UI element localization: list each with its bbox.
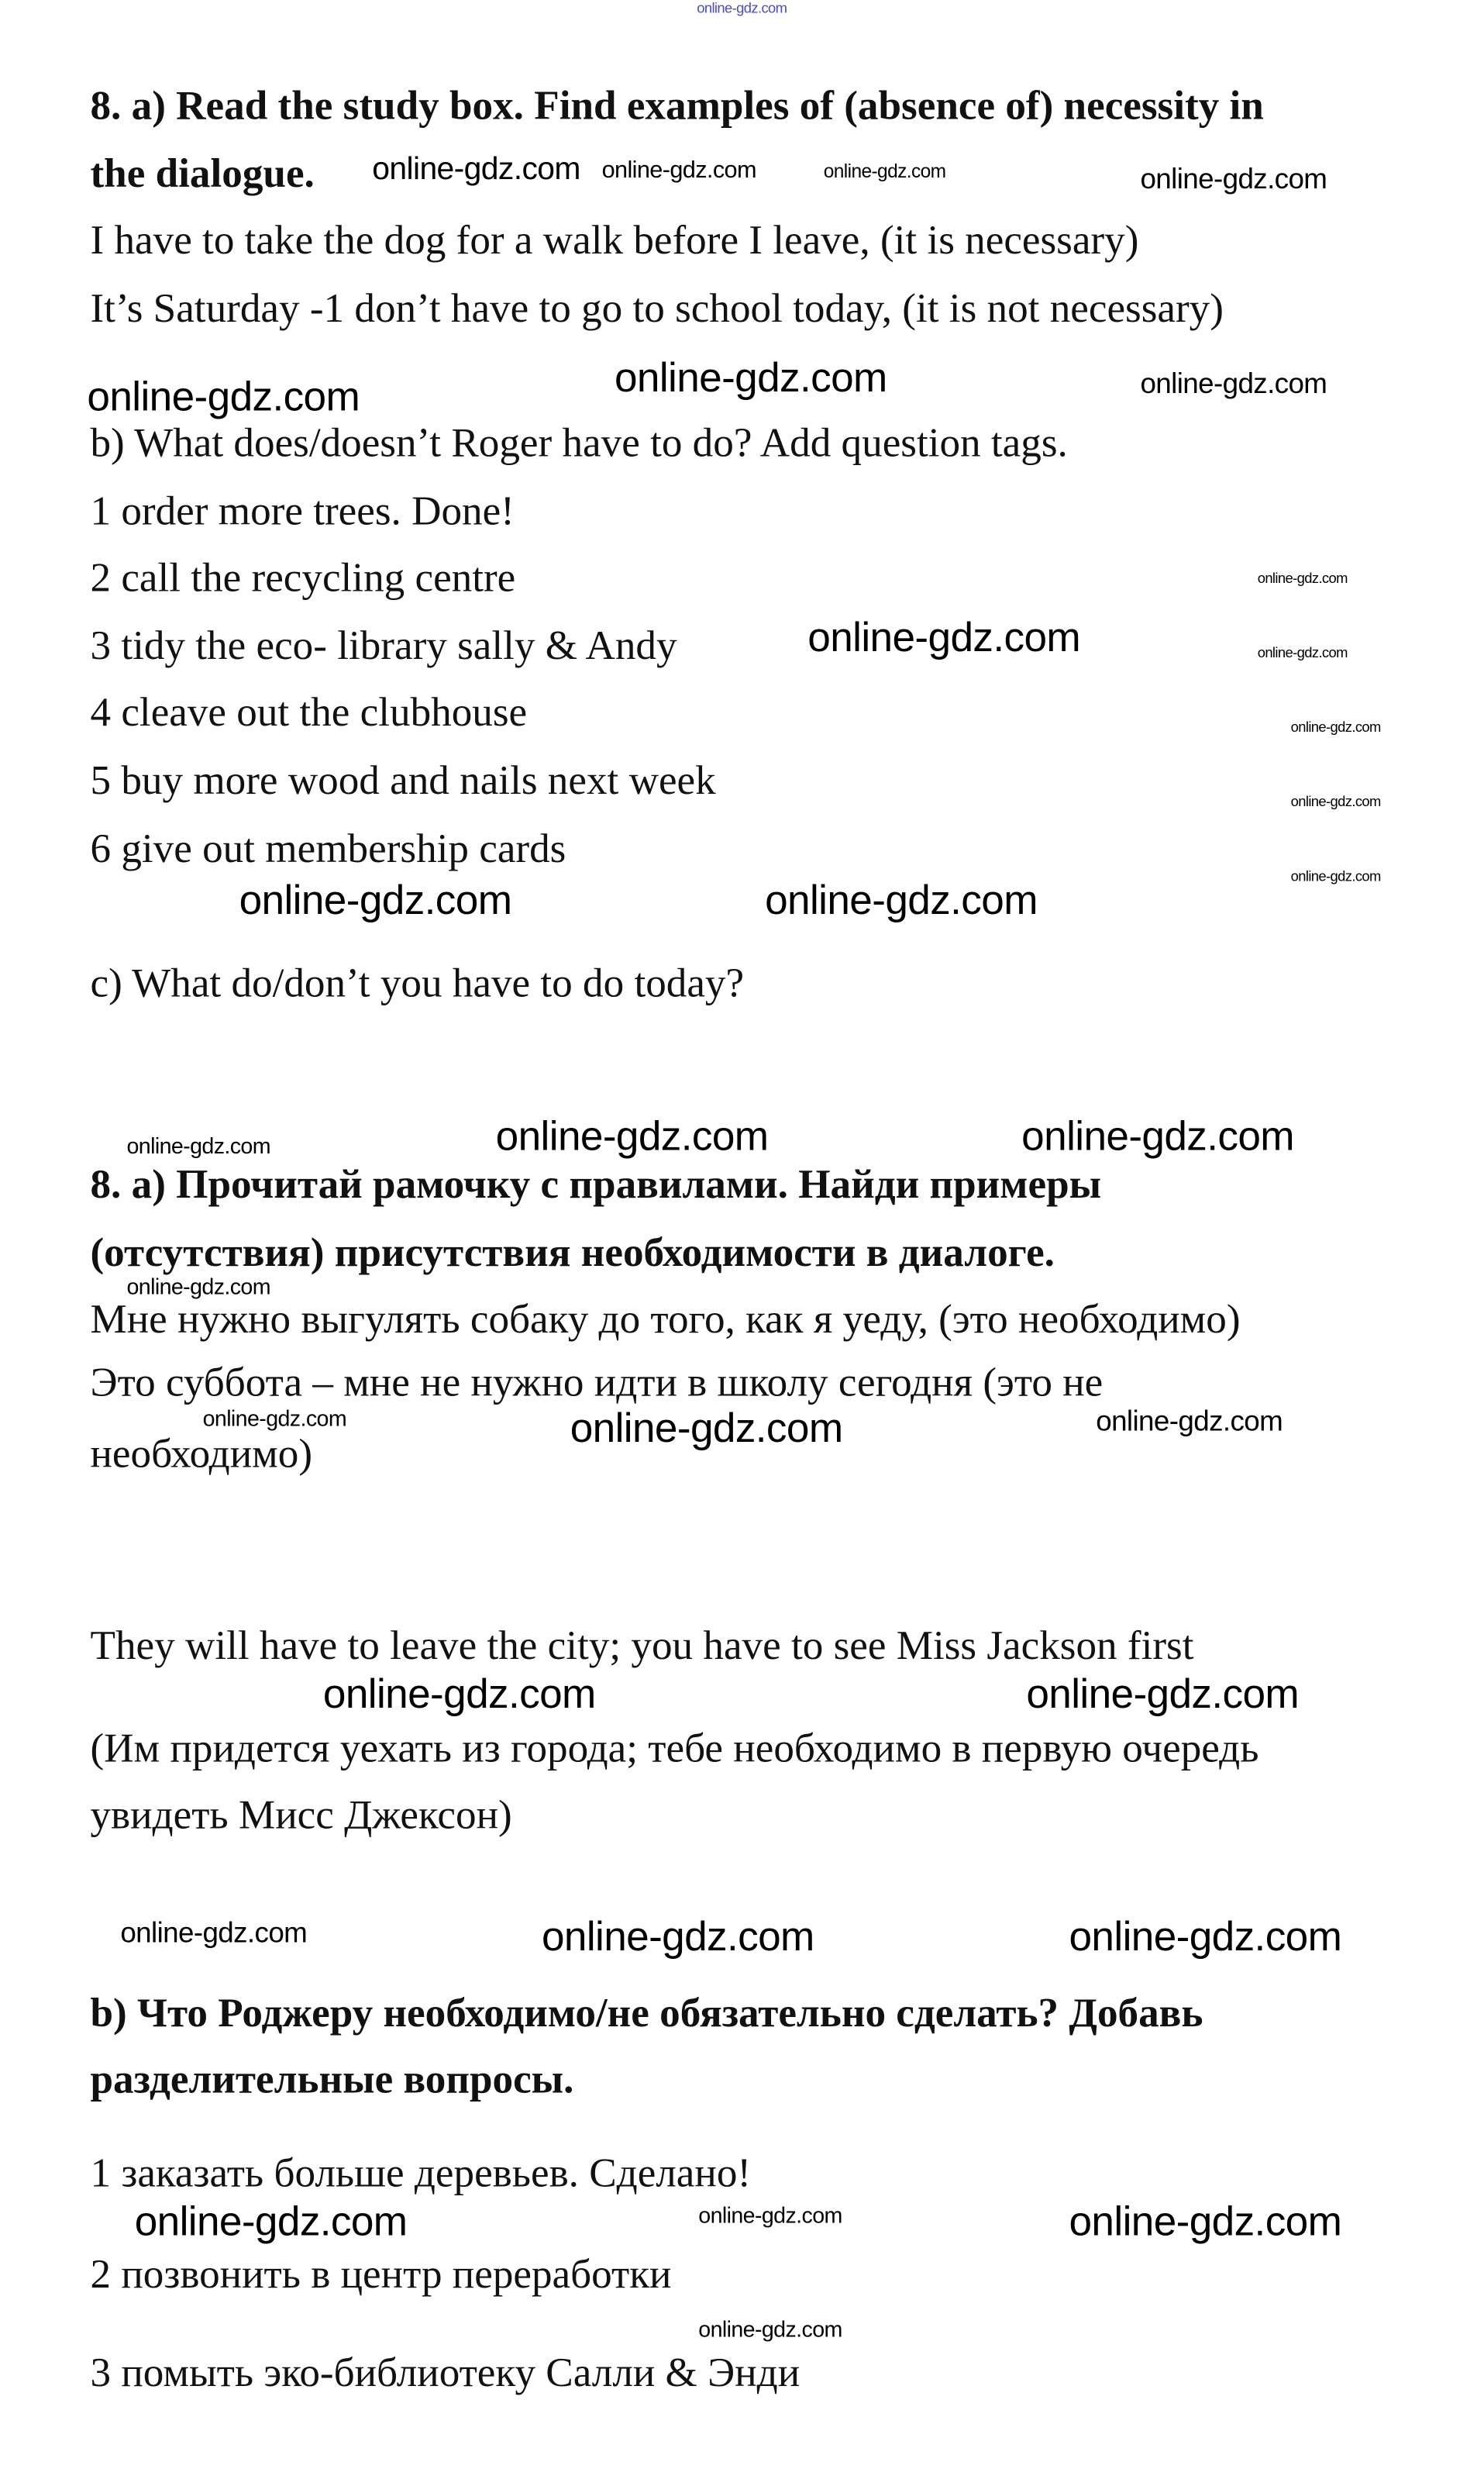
- watermark: online-gdz.com: [1290, 867, 1381, 884]
- list-item: 5 buy more wood and nails next week: [90, 757, 716, 804]
- watermark: online-gdz.com: [1257, 570, 1348, 587]
- example-sentence: It’s Saturday -1 don’t have to go to school today, (it is not necessary): [90, 284, 1224, 332]
- task-b-heading: b) What does/doesn’t Roger have to do? Add question tags.: [90, 419, 1068, 466]
- watermark: online-gdz.com: [126, 1133, 270, 1158]
- watermark: online-gdz.com: [541, 1912, 814, 1960]
- example-sentence: I have to take the dog for a walk before I leave, (it is necessary): [90, 216, 1139, 264]
- task-b-heading-ru: b) Что Роджеру необходимо/не обязательно сделать? Добавь: [90, 1989, 1203, 2036]
- watermark: online-gdz.com: [807, 612, 1081, 661]
- watermark: online-gdz.com: [1290, 719, 1381, 736]
- list-item: 6 give out membership cards: [90, 825, 566, 872]
- example-sentence-ru: Мне нужно выгулять собаку до того, как я уеду, (это необходимо): [90, 1295, 1241, 1343]
- translation-cont: увидеть Мисс Джексон): [90, 1791, 512, 1838]
- task-c-heading: c) What do/don’t you have to do today?: [90, 960, 745, 1006]
- watermark: online-gdz.com: [126, 1274, 270, 1299]
- watermark: online-gdz.com: [698, 2315, 842, 2342]
- watermark: online-gdz.com: [322, 1670, 596, 1718]
- watermark: online-gdz.com: [570, 1403, 843, 1452]
- watermark: online-gdz.com: [1096, 1405, 1283, 1437]
- watermark: online-gdz.com: [239, 876, 512, 924]
- list-item: 2 call the recycling centre: [90, 554, 516, 601]
- list-item: 4 cleave out the clubhouse: [90, 689, 528, 736]
- exercise-heading: 8. a) Read the study box. Find examples of (absence of) necessity in: [90, 82, 1264, 129]
- watermark: online-gdz.com: [1069, 2197, 1342, 2245]
- watermark: online-gdz.com: [202, 1405, 347, 1431]
- example-sentence-ru-cont: необходимо): [90, 1430, 313, 1477]
- list-item: 1 order more trees. Done!: [90, 488, 515, 534]
- watermark: online-gdz.com: [1257, 644, 1348, 661]
- watermark: online-gdz.com: [372, 152, 580, 188]
- watermark: online-gdz.com: [765, 876, 1038, 924]
- watermark: online-gdz.com: [601, 157, 756, 184]
- watermark: online-gdz.com: [697, 0, 787, 16]
- watermark: online-gdz.com: [614, 353, 887, 402]
- watermark: online-gdz.com: [87, 372, 360, 420]
- watermark: online-gdz.com: [120, 1916, 308, 1949]
- watermark: online-gdz.com: [1140, 367, 1327, 400]
- watermark: online-gdz.com: [1026, 1670, 1300, 1718]
- exercise-heading-ru: 8. а) Прочитай рамочку с правилами. Найди примеры: [90, 1161, 1102, 1208]
- watermark: online-gdz.com: [134, 2197, 408, 2245]
- watermark: online-gdz.com: [495, 1112, 769, 1160]
- exercise-heading-ru-cont: (отсутствия) присутствия необходимости в диалоге.: [90, 1229, 1055, 1276]
- watermark: online-gdz.com: [1021, 1112, 1294, 1160]
- watermark: online-gdz.com: [1069, 1912, 1342, 1960]
- exercise-heading-cont: the dialogue.: [90, 150, 315, 197]
- list-item: 3 tidy the eco- library sally & Andy: [90, 622, 677, 669]
- list-item-ru: 2 позвонить в центр переработки: [90, 2251, 672, 2298]
- list-item-ru: 1 заказать больше деревьев. Сделано!: [90, 2150, 752, 2196]
- example-sentence: They will have to leave the city; you have to see Miss Jackson first: [90, 1622, 1194, 1669]
- watermark: online-gdz.com: [823, 160, 946, 183]
- translation: (Им придется уехать из города; тебе необходимо в первую очередь: [90, 1725, 1259, 1771]
- list-item-ru: 3 помыть эко-библиотеку Салли & Энди: [90, 2349, 801, 2396]
- task-b-heading-ru-cont: разделительные вопросы.: [90, 2056, 574, 2102]
- watermark: online-gdz.com: [1290, 793, 1381, 810]
- watermark: online-gdz.com: [1140, 163, 1327, 195]
- example-sentence-ru: Это суббота – мне не нужно идти в школу сегодня (это не: [90, 1359, 1104, 1405]
- watermark: online-gdz.com: [698, 2202, 842, 2228]
